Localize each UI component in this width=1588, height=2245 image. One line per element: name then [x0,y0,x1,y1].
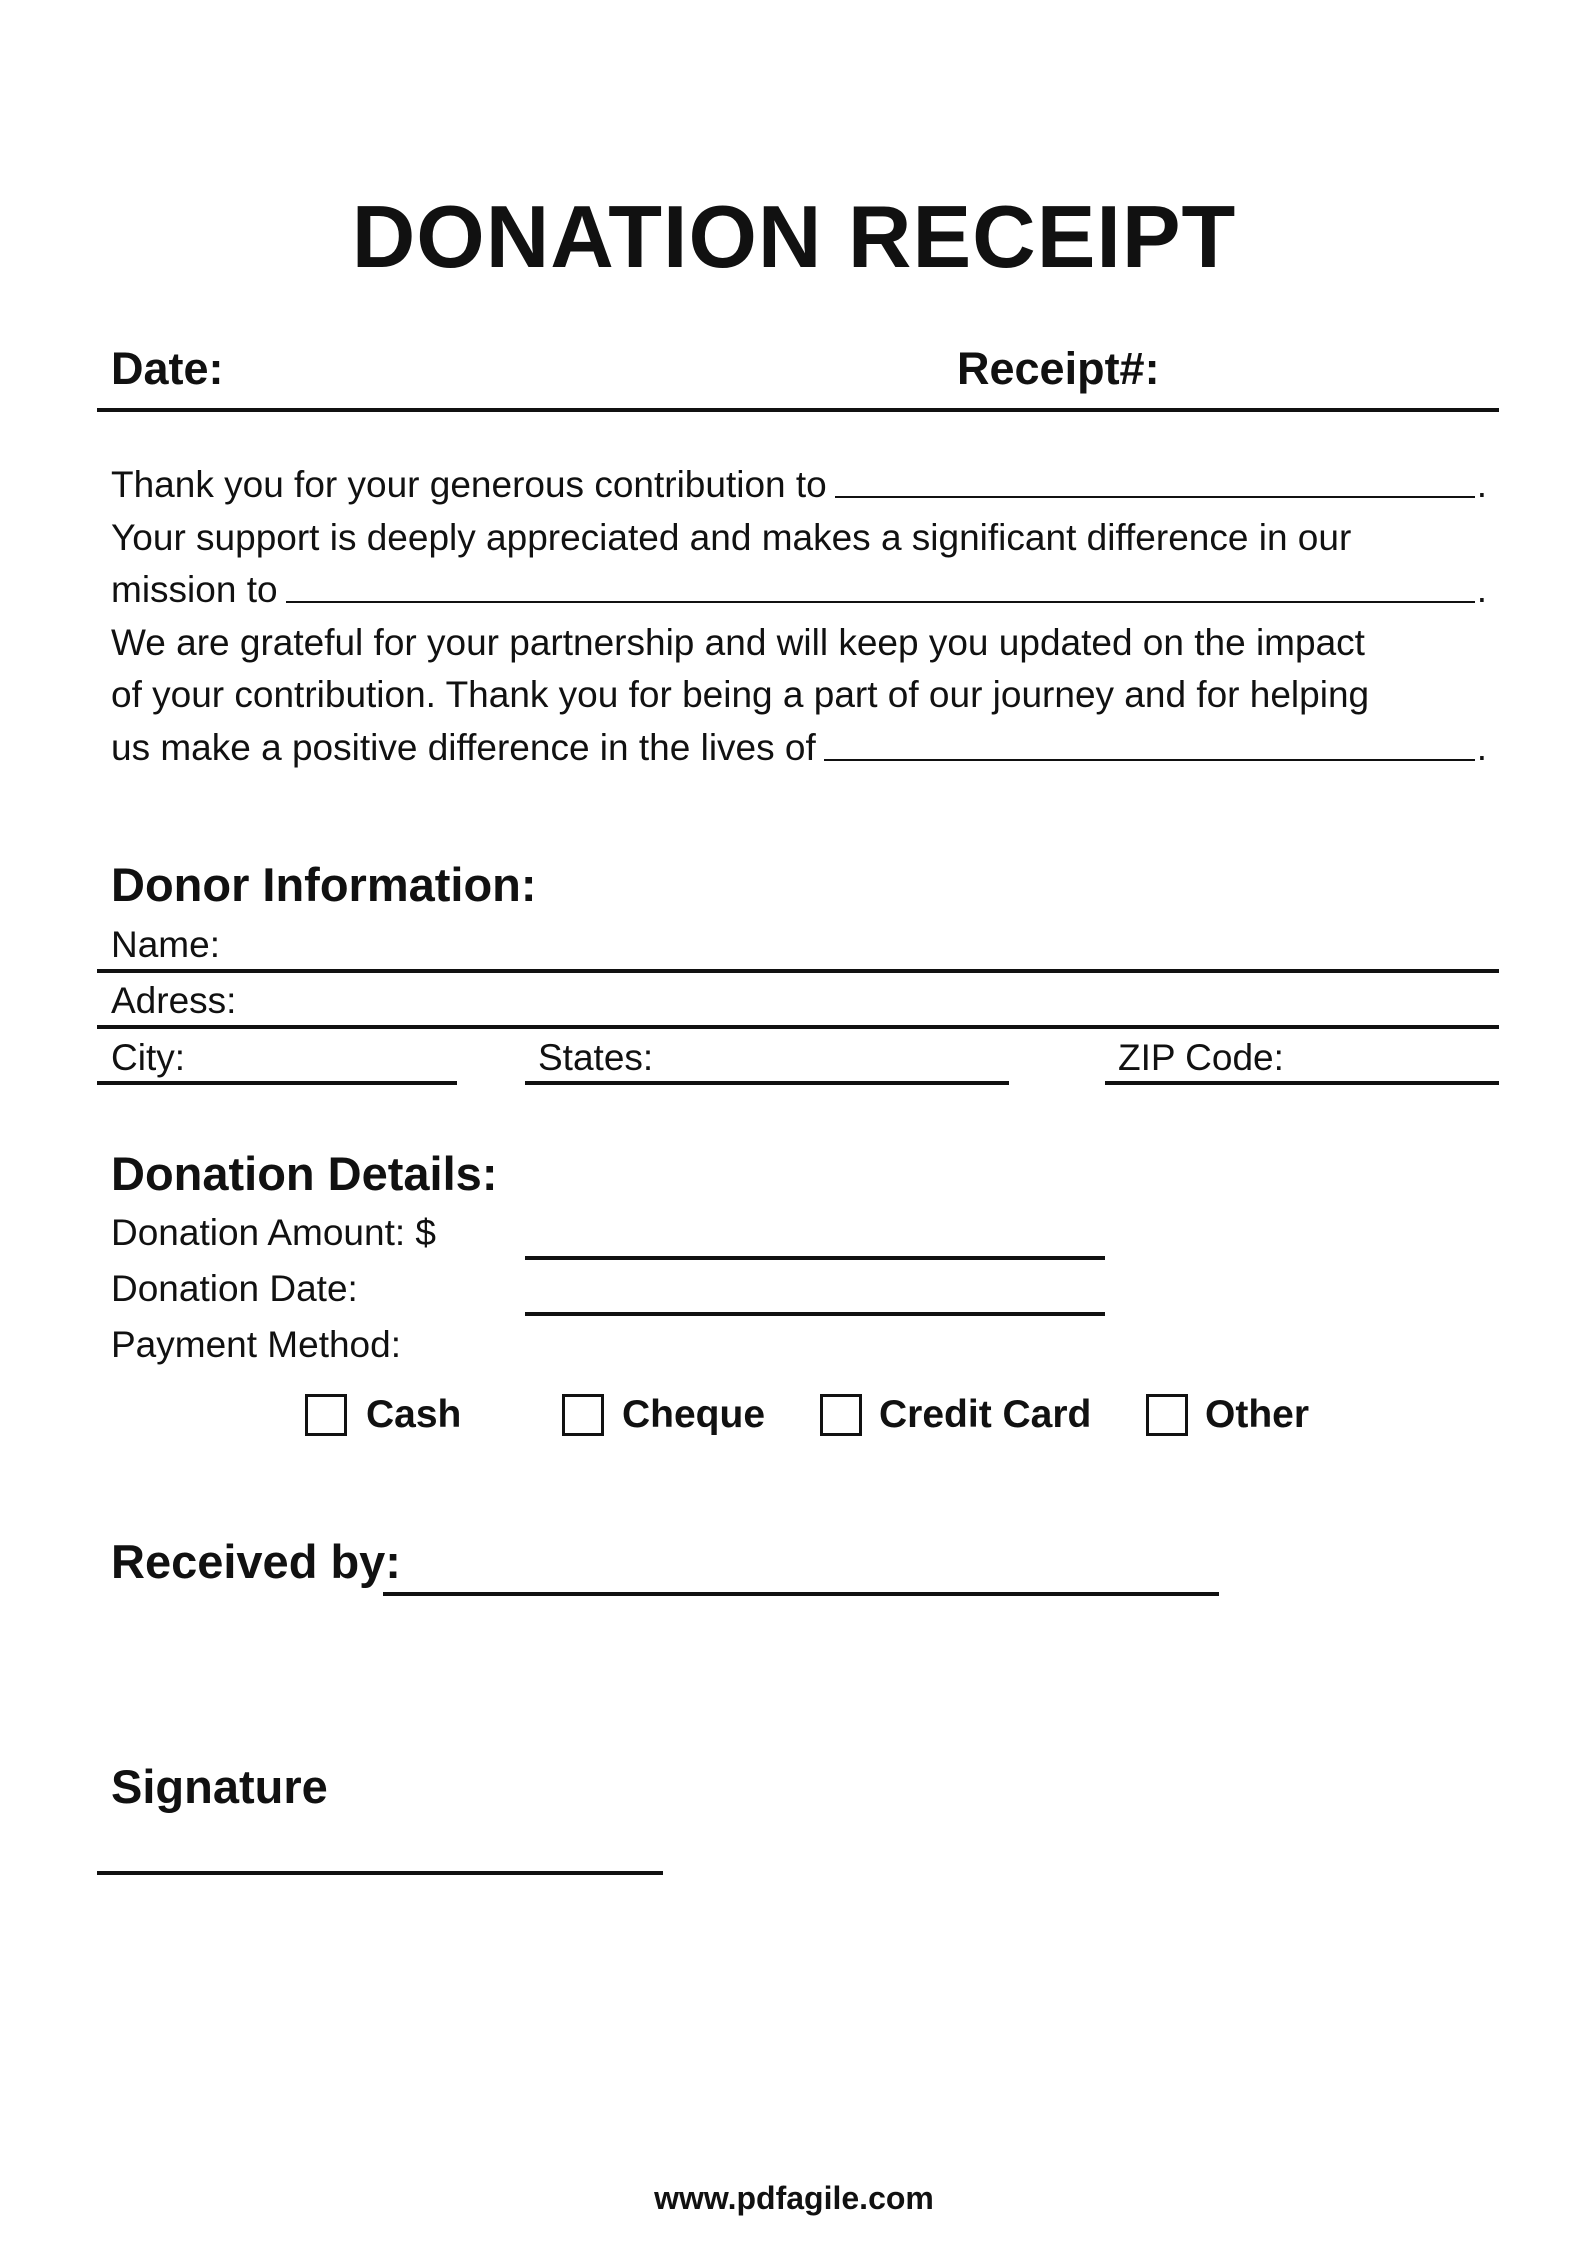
address-label: Adress: [111,980,237,1021]
signature-field-line[interactable] [97,1871,663,1875]
message-period: . [1476,464,1487,505]
donation-date-label: Donation Date: [111,1268,358,1309]
name-label: Name: [111,924,220,965]
donation-date-field-line[interactable] [525,1312,1105,1316]
date-receipt-field-line[interactable] [97,408,1499,412]
credit-card-option-label: Credit Card [879,1393,1092,1436]
cash-option-label: Cash [366,1393,462,1436]
cheque-option-label: Cheque [622,1393,766,1436]
date-label: Date: [111,343,224,394]
message-text: mission to [111,569,278,610]
zip-code-field-line[interactable] [1105,1081,1499,1085]
donation-details-heading: Donation Details: [111,1147,498,1200]
address-field-line[interactable] [97,1025,1499,1029]
footer-website: www.pdfagile.com [654,2180,934,2216]
donor-information-heading: Donor Information: [111,858,537,911]
state-label: States: [538,1037,654,1078]
cash-checkbox[interactable] [305,1394,347,1436]
donation-amount-field-line[interactable] [525,1256,1105,1260]
thank-you-message [111,459,1487,774]
received-by-label: Received by: [111,1535,401,1588]
beneficiaries-blank[interactable] [824,722,1475,761]
message-text: Your support is deeply appreciated and makes a significant difference in our [111,516,1352,558]
message-line [111,617,1487,670]
name-field-line[interactable] [97,969,1499,973]
payment-method-label: Payment Method: [111,1324,401,1365]
message-line [111,722,1487,775]
mission-blank[interactable] [286,564,1475,603]
message-line [111,669,1487,722]
other-option-label: Other [1205,1393,1310,1436]
organization-blank[interactable] [835,459,1475,498]
state-field-line[interactable] [525,1081,1009,1085]
credit-card-checkbox[interactable] [820,1394,862,1436]
city-field-line[interactable] [97,1081,457,1085]
message-text: us make a positive difference in the lives of [111,726,816,768]
city-label: City: [111,1037,185,1078]
receipt-number-label: Receipt#: [957,343,1160,394]
donation-amount-label: Donation Amount: $ [111,1212,436,1253]
document-title: DONATION RECEIPT [351,187,1237,286]
message-line [111,564,1487,617]
message-line [111,512,1487,565]
received-by-field-line[interactable] [383,1592,1219,1596]
cheque-checkbox[interactable] [562,1394,604,1436]
message-line [111,459,1487,512]
message-text: We are grateful for your partnership and will keep you updated on the impact [111,621,1365,663]
zip-code-label: ZIP Code: [1118,1037,1284,1078]
message-period: . [1476,726,1487,768]
message-text: Thank you for your generous contribution to [111,464,827,505]
message-period: . [1476,569,1487,610]
message-text: of your contribution. Thank you for being a part of our journey and for helping [111,674,1370,715]
other-checkbox[interactable] [1146,1394,1188,1436]
signature-label: Signature [111,1760,328,1813]
